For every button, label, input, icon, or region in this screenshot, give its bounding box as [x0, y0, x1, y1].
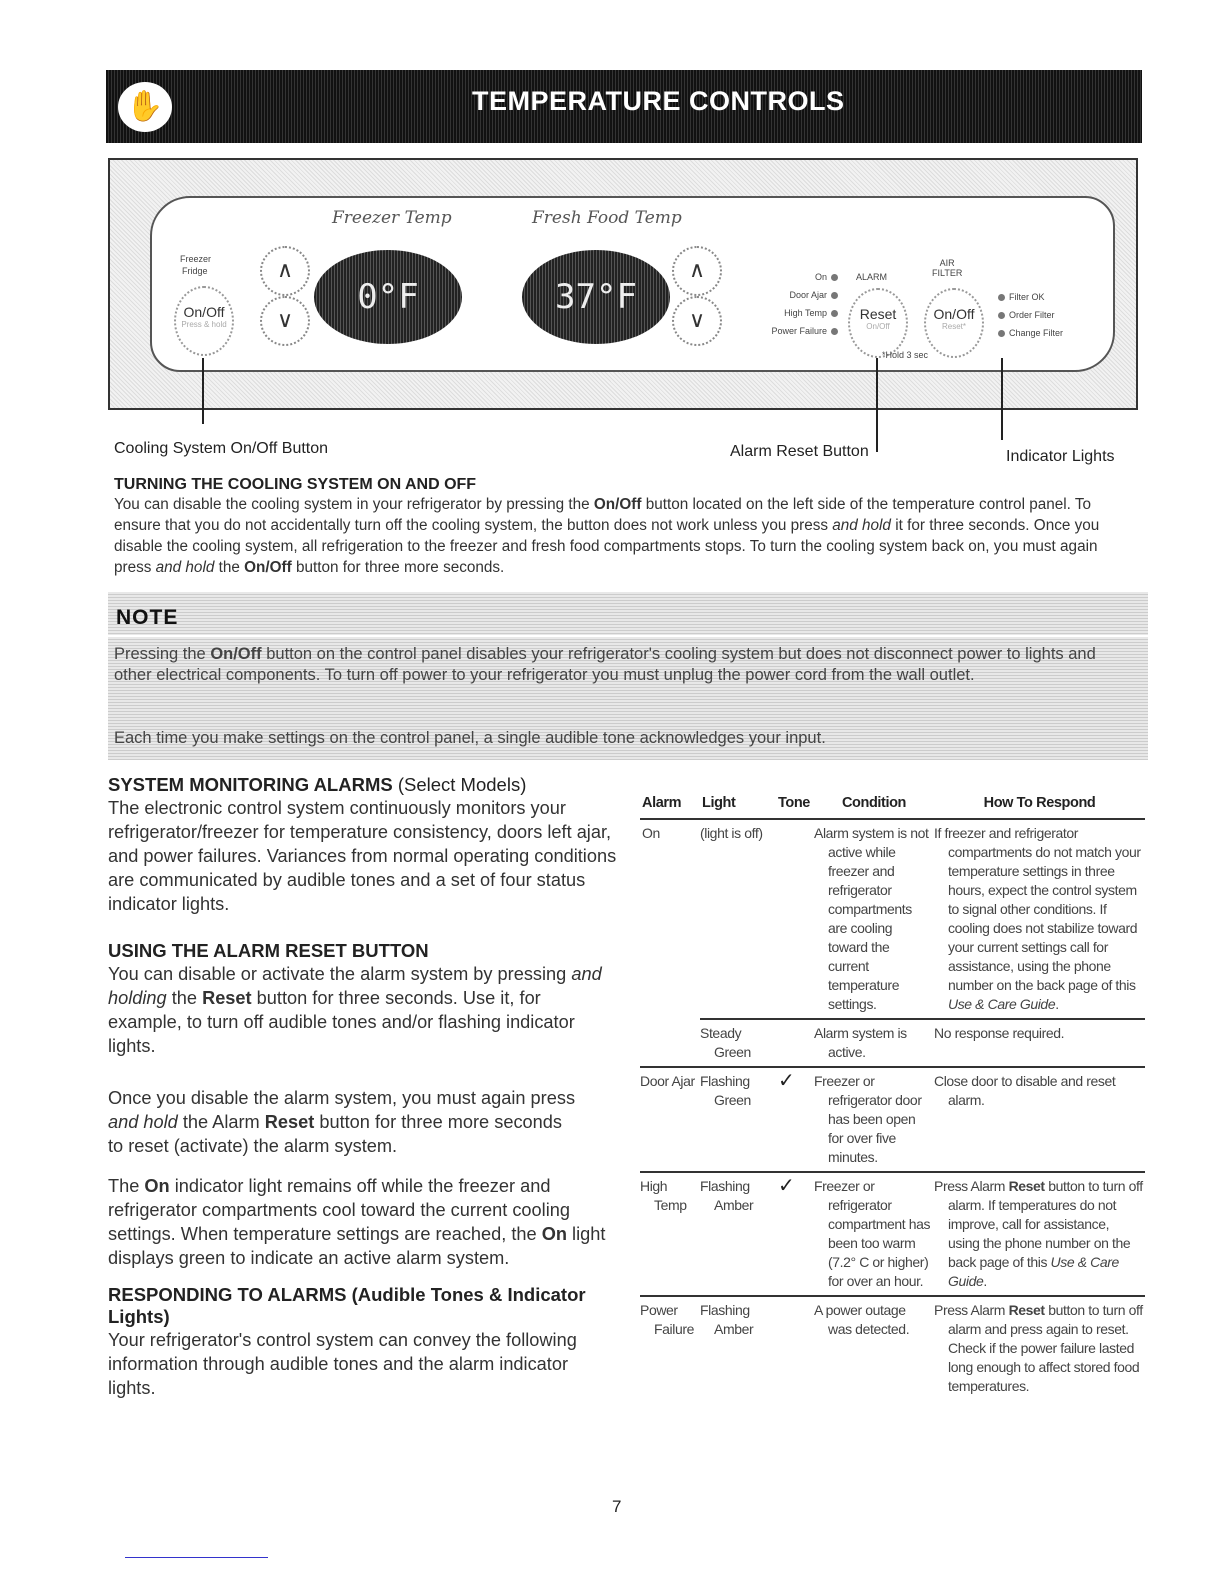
onoff-label: On/Off: [183, 304, 225, 320]
table-row: [640, 1296, 1145, 1400]
text: and hold: [155, 559, 215, 576]
text: button located on the left side of the temperature control panel. To ensure that you do not accidentally turn off the cooling system, the button does not work unless you press: [114, 496, 1092, 534]
cell-respond: No response required.: [934, 1019, 1145, 1067]
text: button for three more seconds to reset (activate) the alarm system.: [108, 1112, 562, 1156]
note-paragraph: Each time you make settings on the control panel, a single audible tone acknowledges your input.: [114, 729, 826, 747]
text: On/Off: [210, 645, 262, 663]
text: On/Off: [244, 559, 292, 576]
note-title: NOTE: [116, 606, 179, 629]
note-paragraph: [114, 644, 1134, 686]
text: Reset: [202, 988, 252, 1008]
cell-light: Flashing Amber: [700, 1302, 754, 1337]
section-body: Your refrigerator's control system can convey the following information through audible tones and the alarm indicator lights.: [108, 1330, 577, 1398]
filter-onoff-button[interactable]: [924, 288, 984, 358]
indicator-dot: [998, 312, 1005, 319]
fresh-up-button[interactable]: ∧: [672, 246, 722, 296]
cell-condition: A power outage was detected.: [814, 1302, 910, 1337]
text: Reset: [264, 1112, 315, 1132]
indicator-dot: [998, 294, 1005, 301]
section-heading: [108, 774, 618, 796]
text: Press Alarm: [934, 1302, 1009, 1318]
table-row: [640, 819, 1145, 1019]
light-high-temp: [732, 308, 842, 318]
text: button to turn off alarm and press again to reset. Check if the power failure lasted long enough to affect stored food temperatures.: [948, 1302, 1143, 1394]
text: On/Off: [593, 496, 642, 513]
freezer-temp-label: Freezer Temp: [332, 208, 452, 228]
left-column: [108, 774, 618, 1400]
cell-light: (light is off): [700, 819, 776, 1019]
column-header: Alarm: [640, 792, 700, 819]
cell-tone: [776, 819, 814, 1019]
wrench-hand-icon: ✋: [118, 82, 172, 132]
text: the Alarm: [177, 1112, 265, 1132]
filter-btn-sub: Reset*: [941, 322, 966, 331]
fresh-temp-display: 37°F: [522, 250, 670, 344]
freezer-up-button[interactable]: ∧: [260, 246, 310, 296]
caption-reset-button: Alarm Reset Button: [730, 443, 869, 460]
cell-condition: Freezer or refrigerator door has been open for over five minutes.: [814, 1067, 934, 1172]
text: Use & Care Guide: [948, 1254, 1119, 1289]
light-label: Door Ajar: [789, 290, 827, 300]
light-change-filter: [994, 328, 1063, 338]
light-label: High Temp: [784, 308, 827, 318]
filter-label: FILTER: [932, 268, 963, 278]
section-header-bar: [106, 70, 1142, 143]
cell-condition: Alarm system is active.: [814, 1019, 934, 1067]
section-title: TEMPERATURE CONTROLS: [472, 86, 845, 116]
cell-light: Steady Green: [700, 1019, 776, 1067]
text: Pressing the: [114, 645, 211, 663]
checkmark-icon: ✓: [776, 1067, 814, 1172]
section-heading: RESPONDING TO ALARMS (Audible Tones & Indicator Lights): [108, 1284, 586, 1327]
turning-section: [114, 476, 1134, 578]
air-filter-label: [932, 258, 962, 278]
note-box: [108, 592, 1148, 760]
text: You can disable or activate the alarm system by pressing: [108, 964, 572, 984]
cell-light: Flashing Amber: [700, 1172, 776, 1296]
cell-alarm: Door Ajar: [640, 1067, 700, 1172]
text: (Select Models): [392, 774, 527, 795]
leader-line: [876, 358, 878, 452]
table-row: [640, 1019, 1145, 1067]
section-heading: TURNING THE COOLING SYSTEM ON AND OFF: [114, 476, 477, 493]
column-header: How To Respond: [934, 792, 1145, 819]
fresh-down-button[interactable]: ∨: [672, 296, 722, 346]
text: Once you disable the alarm system, you must again press: [108, 1088, 576, 1108]
text: button for three more seconds.: [291, 559, 505, 576]
text: Reset: [1008, 1178, 1045, 1194]
cell-respond: [934, 819, 1145, 1019]
text: Press Alarm: [934, 1178, 1009, 1194]
light-label: On: [814, 272, 827, 282]
freezer-down-button[interactable]: ∨: [260, 296, 310, 346]
light-order-filter: [994, 310, 1055, 320]
onoff-sub: Press & hold: [181, 320, 227, 329]
indicator-dot: [831, 328, 838, 335]
cell-alarm: High Temp: [640, 1172, 700, 1296]
alarm-label: ALARM: [856, 272, 888, 282]
text: and hold: [108, 1112, 178, 1132]
indicator-dot: [831, 274, 838, 281]
text: On: [144, 1176, 170, 1196]
text: The: [108, 1176, 145, 1196]
indicator-dot: [831, 292, 838, 299]
hold-note: *Hold 3 sec: [882, 350, 929, 360]
text: and holding: [108, 964, 602, 1008]
section-body: [108, 1174, 618, 1270]
freezer-temp-display: 0°F: [314, 250, 462, 344]
alarm-reset-button[interactable]: [848, 288, 908, 358]
light-on: [732, 272, 842, 282]
cell-condition: Alarm system is not active while freezer and refrigerator compartments are cooling toward the current temperature settings.: [814, 819, 934, 1019]
indicator-dot: [998, 330, 1005, 337]
section-body: [114, 494, 1134, 578]
text: it for three seconds. Once you disable the cooling system, all refrigeration to the freezer and fresh food compartments stops. To turn the cooling system back on, you must again press: [114, 517, 1100, 576]
cell-tone: [776, 1019, 814, 1067]
light-label: Change Filter: [1009, 328, 1064, 338]
text: .: [1055, 996, 1059, 1012]
freezer-label: Freezer: [180, 254, 212, 264]
section-body: [108, 1086, 578, 1158]
section-heading: USING THE ALARM RESET BUTTON: [108, 940, 429, 961]
column-header: Tone: [776, 792, 814, 819]
text: Use & Care Guide: [948, 996, 1056, 1012]
column-header: Light: [700, 792, 776, 819]
text: indicator light remains off while the freezer and refrigerator compartments cool toward the current cooling settings. When temperature settings are reached, the: [108, 1176, 570, 1244]
alarm-table: [640, 792, 1145, 1400]
text: button on the control panel disables your refrigerator's cooling system but does not disconnect power to lights and other electrical components. To turn off power to your refrigerator you must unplug the power cord from the wall outlet.: [114, 645, 1096, 684]
table-row: [640, 1067, 1145, 1172]
text: the: [166, 988, 203, 1008]
filter-btn-label: On/Off: [933, 306, 975, 322]
cell-light: Flashing Green: [700, 1067, 776, 1172]
light-label: Power Failure: [771, 326, 827, 336]
text: button for three seconds. Use it, for example, to turn off audible tones and/or flashing indicator lights.: [108, 988, 575, 1056]
leader-line: [1001, 358, 1003, 440]
text: SYSTEM MONITORING ALARMS: [108, 774, 393, 795]
cell-tone: [776, 1296, 814, 1400]
text: If freezer and refrigerator compartments do not match your temperature settings in three hours, expect the control system to signal other conditions. If cooling does not stabilize toward your current settings call for assistance, using the phone number on the back page of this: [934, 825, 1141, 993]
text: On: [541, 1224, 567, 1244]
cell-respond: [934, 1172, 1145, 1296]
fresh-food-temp-label: Fresh Food Temp: [532, 208, 682, 228]
divider: [108, 635, 1148, 637]
leader-line: [202, 358, 204, 424]
light-label: Order Filter: [1009, 310, 1055, 320]
text: the: [214, 559, 245, 576]
reset-sub: On/Off: [866, 322, 890, 331]
light-filter-ok: [994, 292, 1045, 302]
cell-respond: [934, 1296, 1145, 1400]
text: and hold: [832, 517, 891, 534]
cooling-onoff-button[interactable]: [174, 286, 234, 356]
caption-indicator-lights: Indicator Lights: [1006, 448, 1115, 465]
cell-condition: Freezer or refrigerator compartment has been too warm (7.2° C or higher) for over an hour.: [814, 1172, 934, 1296]
table-row: [640, 1172, 1145, 1296]
reset-label: Reset: [859, 306, 897, 322]
section-body: [108, 962, 618, 1058]
table-header-row: [640, 792, 1145, 819]
text: Reset: [1008, 1302, 1045, 1318]
light-door-ajar: [732, 290, 842, 300]
light-label: Filter OK: [1009, 292, 1045, 302]
cell-alarm: [640, 1019, 700, 1067]
section-body: The electronic control system continuously monitors your refrigerator/freezer for temperature consistency, doors left ajar, and power failures. Variances from normal operating conditions are communicated by audible tones and a set of four status indicator lights.: [108, 798, 617, 914]
text: light displays green to indicate an active alarm system.: [108, 1224, 606, 1268]
control-panel: [150, 196, 1115, 372]
fridge-label: Fridge: [182, 266, 208, 276]
indicator-dot: [831, 310, 838, 317]
cell-alarm: On: [642, 825, 660, 841]
text: button to turn off alarm. If temperatures do not improve, call for assistance, using the phone number on the back page of this: [948, 1178, 1143, 1270]
divider: [125, 1557, 268, 1558]
text: You can disable the cooling system in your refrigerator by pressing the: [114, 496, 594, 513]
text: .: [983, 1273, 987, 1289]
light-power-failure: [712, 326, 842, 336]
page-number: 7: [612, 1497, 622, 1516]
cell-respond: Close door to disable and reset alarm.: [934, 1067, 1145, 1172]
column-header: Condition: [814, 792, 934, 819]
air-label: AIR: [939, 258, 955, 268]
checkmark-icon: ✓: [776, 1172, 814, 1296]
cell-alarm: Power Failure: [640, 1302, 694, 1337]
caption-cooling-button: Cooling System On/Off Button: [114, 440, 329, 457]
